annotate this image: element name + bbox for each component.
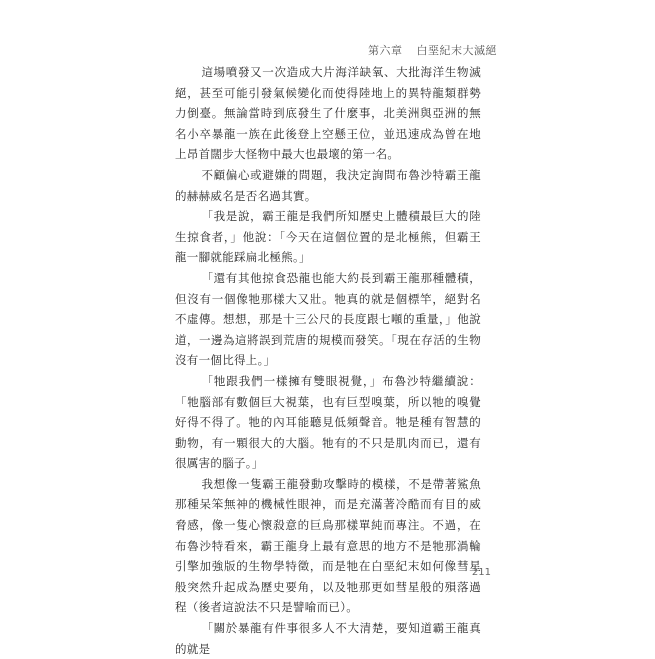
- chapter-label: 第六章: [368, 44, 403, 57]
- paragraph: 「關於暴龍有件事很多人不大清楚，要知道霸王龍真的就是: [175, 621, 481, 656]
- paragraph: 「還有其他掠食恐龍也能大約長到霸王龍那種體積，但沒有一個像牠那樣大又壯。牠真的就是個標竿，絕對名不虛傳。想想，那是十三公尺的長度跟七噸的重量，」他說道，一邊為這將誤到荒唐的規模而發笑。「現在存活的生物沒有一個比得上。」: [175, 270, 481, 368]
- body-text: [175, 62, 481, 659]
- running-header: [368, 42, 497, 58]
- paragraph: 我想像一隻霸王龍發動攻擊時的模樣，不是帶著鯊魚那種呆笨無神的機械性眼神，而是充滿著冷酷而有目的威脅感，像一隻心懷殺意的巨鳥那樣單純而專注。不過，在布魯沙特看來，霸王龍身上最有意思的地方不是牠那渦輪引擎加強版的生物學特徵，而是牠在白堊紀末如何像彗星般突然升起成為歷史要角，以及牠那更如彗星般的殞落過程（後者這說法不只是譬喻而已）。: [175, 476, 481, 615]
- chapter-title: 白堊紀末大滅絕: [416, 44, 497, 57]
- paragraph: 「我是說，霸王龍是我們所知歷史上體積最巨大的陸生掠食者，」他說：「今天在這個位置的是北極熊，但霸王龍一腳就能踩扁北極熊。」: [175, 209, 481, 265]
- paragraph: 這場噴發又一次造成大片海洋缺氧、大批海洋生物滅絕，甚至可能引發氣候變化而使得陸地上的異特龍類群勢力倒臺。無論當時到底發生了什麼事，北美洲與亞洲的無名小卒暴龍一族在此後登上空懸王位，並迅速成為曾在地上昂首闊步大怪物中最大也最壞的第一名。: [175, 65, 481, 162]
- paragraph: 不顧偏心或避嫌的問題，我決定詢問布魯沙特霸王龍的赫赫威名是否名過其實。: [175, 167, 481, 203]
- page-number: 211: [471, 567, 491, 578]
- paragraph: 「牠跟我們一樣擁有雙眼視覺，」布魯沙特繼續說：「牠腦部有數個巨大視葉，也有巨型嗅葉，所以牠的嗅覺好得不得了。牠的內耳能聽見低頻聲音。牠是種有智慧的動物，有一顆很大的大腦。牠有的不只是肌肉而已，還有很厲害的腦子。」: [175, 373, 481, 471]
